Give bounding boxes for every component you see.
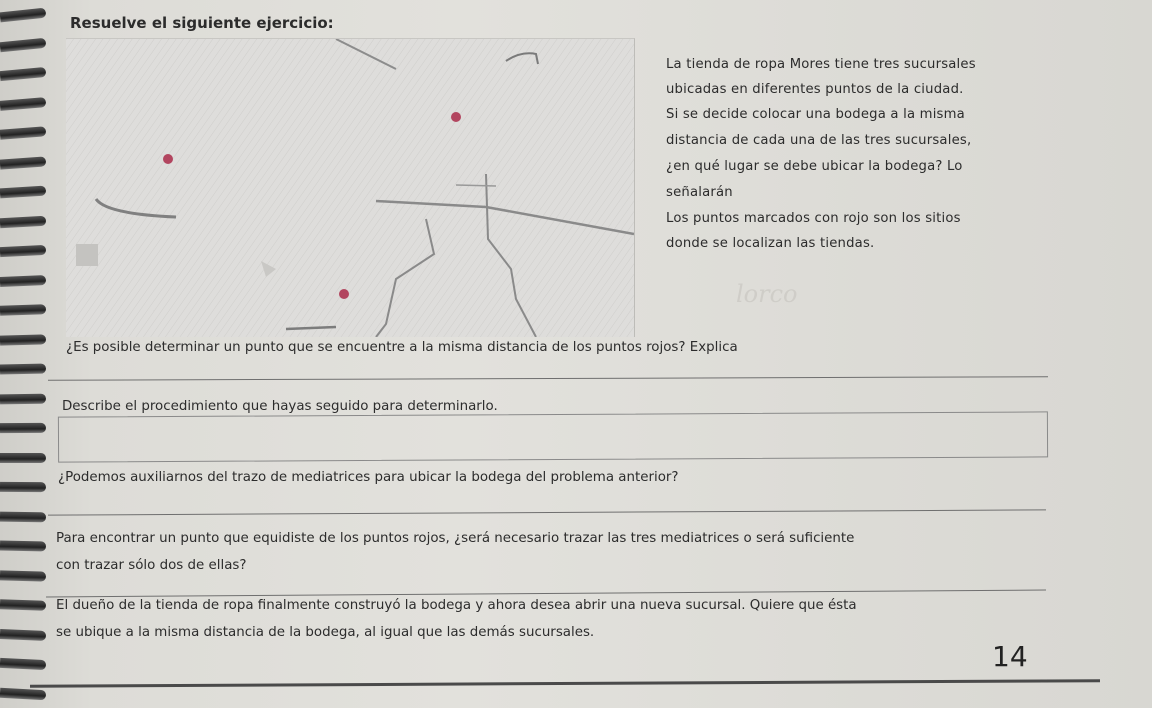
binding-ring [0,629,46,641]
binding-ring [0,186,46,199]
binding-ring [0,37,46,51]
binding-ring [0,482,46,492]
show-through-text: lorco [736,280,798,308]
binding-ring [0,453,46,463]
problem-line: donde se localizan las tiendas. [666,236,875,251]
problem-line: ubicadas en diferentes puntos de la ciudad. [666,82,964,97]
store-dot [339,289,349,299]
binding-ring [0,156,46,169]
city-map-drawing [66,39,634,337]
store-dot [163,154,173,164]
question-2: Describe el procedimiento que hayas seguido para determinarlo. [62,399,498,414]
answer-box-2[interactable] [58,411,1048,462]
binding-ring [0,658,46,670]
page-number: 14 [992,640,1028,673]
binding-ring [0,364,46,375]
binding-ring [0,393,46,404]
binding-ring [0,423,46,433]
map-block [76,244,98,266]
store-dot [451,112,461,122]
problem-line: ¿en qué lugar se debe ubicar la bodega? Lo [666,159,963,174]
binding-ring [0,126,46,139]
problem-line: Los puntos marcados con rojo son los sitios [666,211,961,226]
question-1: ¿Es posible determinar un punto que se encuentre a la misma distancia de los puntos rojos? Explica [66,340,738,355]
answer-line-4[interactable] [46,590,1046,598]
binding-ring [0,541,46,552]
binding-ring [0,570,46,581]
spiral-binding [0,0,48,708]
binding-ring [0,599,46,611]
question-4-line-2: con trazar sólo dos de ellas? [56,558,247,573]
answer-line-1[interactable] [48,376,1048,380]
problem-line: señalarán [666,185,733,200]
question-3: ¿Podemos auxiliarnos del trazo de mediatrices para ubicar la bodega del problema anterior? [58,470,679,485]
binding-ring [0,334,46,345]
problem-line: La tienda de ropa Mores tiene tres sucursales [666,57,976,72]
binding-ring [0,245,46,257]
answer-line-3[interactable] [48,509,1046,515]
binding-ring [0,511,46,522]
question-4-line-1: Para encontrar un punto que equidiste de los puntos rojos, ¿será necesario trazar las tres mediatrices o será suficiente [56,531,855,546]
binding-ring [0,8,46,23]
city-map [66,38,635,337]
binding-ring [0,275,46,287]
question-5-line-1: El dueño de la tienda de ropa finalmente construyó la bodega y ahora desea abrir una nueva sucursal. Quiere que ésta [56,598,857,613]
problem-line: distancia de cada una de las tres sucursales, [666,133,972,148]
binding-ring [0,97,46,111]
map-road [456,185,496,186]
binding-ring [0,67,46,81]
binding-ring [0,215,46,228]
exercise-title: Resuelve el siguiente ejercicio: [70,14,334,32]
binding-ring [0,304,46,316]
problem-line: Si se decide colocar una bodega a la misma [666,107,965,122]
page-bottom-border [30,679,1100,688]
binding-ring [0,687,46,700]
question-5-line-2: se ubique a la misma distancia de la bodega, al igual que las demás sucursales. [56,625,595,640]
